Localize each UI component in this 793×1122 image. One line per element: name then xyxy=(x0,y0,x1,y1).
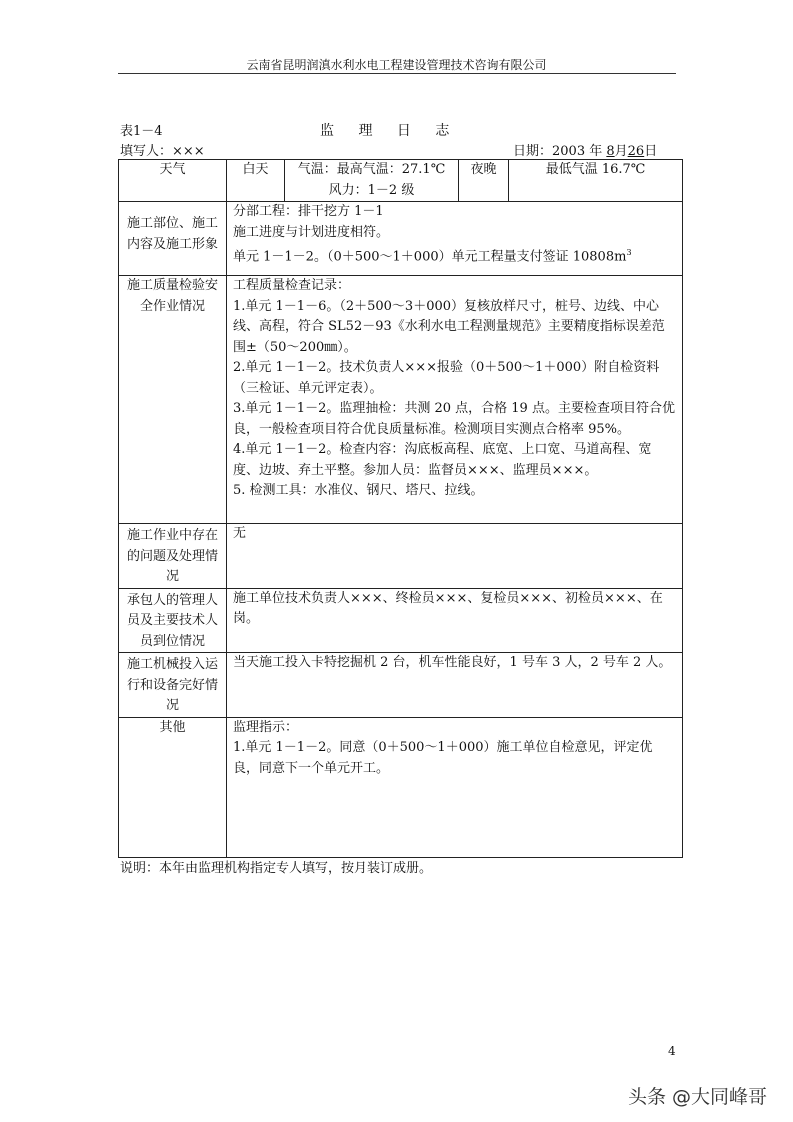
night-label: 夜晚 xyxy=(459,160,509,202)
problems-label: 施工作业中存在的问题及处理情况 xyxy=(119,524,227,589)
writer-field: 填写人：××× xyxy=(120,144,205,159)
other-heading: 监理指示： xyxy=(233,719,299,735)
date-day: 26 xyxy=(627,144,645,159)
weather-row xyxy=(119,160,683,202)
quality-item-3: 3.单元 1－1－2。监理抽检：共测 20 点，合格 19 点。主要检查项目符合优良，一般检查项目符合优良质量标准。检测项目实测点合格率 95%。 xyxy=(233,401,675,437)
page-number: 4 xyxy=(668,1044,676,1058)
other-content xyxy=(227,717,683,857)
personnel-label: 承包人的管理人员及主要技术人员到位情况 xyxy=(119,588,227,653)
form-title: 监 理 日 志 xyxy=(320,123,460,139)
construction-label: 施工部位、施工内容及施工形象 xyxy=(119,202,227,276)
construction-line1: 分部工程：排干挖方 1－1 xyxy=(233,204,384,219)
supervision-log-table xyxy=(118,159,683,858)
date-prefix: 日期：2003 年 xyxy=(513,144,603,159)
construction-line2: 施工进度与计划进度相符。 xyxy=(233,224,390,240)
construction-row xyxy=(119,202,683,276)
quality-item-4: 4.单元 1－1－2。检查内容：沟底板高程、底宽、上口宽、马道高程、宽度、边坡、弃土平整。参加人员：监督员×××、监理员×××。 xyxy=(233,442,652,478)
unit-superscript: 3 xyxy=(626,248,632,257)
personnel-row xyxy=(119,588,683,653)
other-label: 其他 xyxy=(119,717,227,857)
problems-row xyxy=(119,524,683,589)
machinery-value: 当天施工投入卡特挖掘机 2 台，机车性能良好，1 号车 3 人，2 号车 2 人。 xyxy=(227,653,683,718)
quality-row xyxy=(119,276,683,524)
machinery-row xyxy=(119,653,683,718)
day-label: 白天 xyxy=(227,160,285,202)
form-label: 表1－4 xyxy=(120,124,163,139)
construction-content xyxy=(227,202,683,276)
day-weather-cell xyxy=(285,160,459,202)
header-divider xyxy=(118,73,676,74)
wind: 风力：1－2 级 xyxy=(328,182,415,198)
machinery-label: 施工机械投入运行和设备完好情况 xyxy=(119,653,227,718)
problems-value: 无 xyxy=(227,524,683,589)
other-item-1: 1.单元 1－1－2。同意（0＋500～1＋000）施工单位自检意见，评定优良，同意下一个单元开工。 xyxy=(233,740,653,776)
quality-heading: 工程质量检查记录： xyxy=(233,278,351,293)
personnel-value: 施工单位技术负责人×××、终检员×××、复检员×××、初检员×××、在岗。 xyxy=(227,588,683,653)
temp-high: 气温：最高气温：27.1℃ xyxy=(297,162,446,177)
footnote: 说明：本年由监理机构指定专人填写，按月装订成册。 xyxy=(120,861,433,876)
date-day-suffix: 日 xyxy=(644,144,658,159)
temp-low: 最低气温 16.7℃ xyxy=(509,160,683,202)
date-field xyxy=(513,140,657,159)
weather-label: 天气 xyxy=(119,160,227,202)
quality-content xyxy=(227,276,683,524)
date-month-suffix: 月 xyxy=(614,144,628,159)
other-row xyxy=(119,717,683,857)
date-month: 8 xyxy=(606,144,615,159)
watermark: 头条 @大同峰哥 xyxy=(628,1086,768,1108)
quality-item-2: 2.单元 1－1－2。技术负责人×××报验（0＋500～1＋000）附自检资料（三检证、单元评定表）。 xyxy=(233,360,660,396)
construction-line3: 单元 1－1－2。（0＋500～1＋000）单元工程量支付签证 $10808m^3$ xyxy=(233,248,632,265)
quality-label: 施工质量检验安全作业情况 xyxy=(119,276,227,524)
quality-item-1: 1.单元 1－1－6。（2＋500～3＋000）复核放样尺寸，桩号、边线、中心线、高程，符合 SL52－93《水利水电工程测量规范》主要精度指标误差范围±（50～200㎜）。 xyxy=(233,298,665,355)
company-header: 云南省昆明润滇水利水电工程建设管理技术咨询有限公司 xyxy=(246,58,547,72)
quality-item-5: 5. 检测工具：水准仪、钢尺、塔尺、拉线。 xyxy=(233,483,484,498)
